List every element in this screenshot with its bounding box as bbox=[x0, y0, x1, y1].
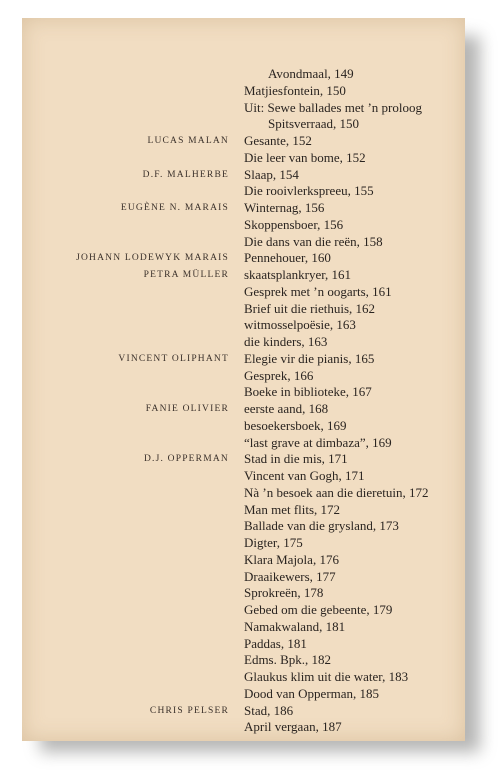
toc-entry bbox=[22, 317, 465, 334]
poem-title: skaatsplankryer, 161 bbox=[244, 267, 352, 282]
toc-entry bbox=[22, 133, 465, 150]
poem-title: Die rooivlerkspreeu, 155 bbox=[244, 183, 374, 199]
author-name: D.F. MALHERBE bbox=[142, 169, 229, 180]
toc-entry bbox=[22, 167, 465, 184]
toc-entry bbox=[22, 83, 465, 100]
poem-title: witmosselpoësie, 163 bbox=[244, 317, 356, 333]
author-name: FANIE OLIVIER bbox=[145, 404, 229, 414]
poem-title: Edms. Bpk., 182 bbox=[244, 652, 332, 668]
toc-entry bbox=[22, 602, 465, 619]
toc-entry bbox=[22, 66, 465, 83]
toc-entry bbox=[22, 669, 465, 686]
poem-title: Uit: Sewe ballades met ’n proloog bbox=[244, 99, 422, 115]
toc-entry bbox=[22, 468, 465, 485]
poem-title: Die dans van die reën, 158 bbox=[244, 233, 383, 249]
toc-entry bbox=[22, 351, 465, 368]
toc-entry bbox=[22, 451, 465, 468]
poem-title: Avondmaal, 149 bbox=[268, 66, 354, 81]
poem-title: Slaap, 154 bbox=[244, 166, 299, 182]
author-name: JOHANN LODEWYK MARAIS bbox=[76, 253, 229, 264]
poem-title: Sprokreën, 178 bbox=[244, 585, 324, 601]
poem-title: Gesprek, 166 bbox=[244, 367, 314, 383]
poem-title: Boeke in biblioteke, 167 bbox=[244, 384, 372, 400]
table-of-contents bbox=[22, 66, 465, 736]
poem-title: Stad in die mis, 171 bbox=[244, 451, 348, 467]
author-name: D.J. OPPERMAN bbox=[143, 454, 229, 465]
toc-entry bbox=[22, 334, 465, 351]
poem-title: Skoppensboer, 156 bbox=[244, 216, 344, 232]
toc-entry bbox=[22, 619, 465, 636]
book-page bbox=[22, 18, 465, 741]
poem-title: eerste aand, 168 bbox=[244, 401, 329, 416]
poem-title: Gesante, 152 bbox=[244, 133, 312, 148]
toc-entry bbox=[22, 183, 465, 200]
toc-entry bbox=[22, 485, 465, 502]
toc-entry bbox=[22, 234, 465, 251]
poem-title: Gesprek met ’n oogarts, 161 bbox=[244, 283, 392, 299]
author-name: VINCENT OLIPHANT bbox=[118, 353, 229, 364]
poem-title: Man met flits, 172 bbox=[244, 501, 341, 517]
poem-title: Vincent van Gogh, 171 bbox=[244, 468, 365, 483]
toc-entry bbox=[22, 200, 465, 217]
poem-title: Elegie vir die pianis, 165 bbox=[244, 350, 375, 366]
poem-title: Die leer van bome, 152 bbox=[244, 149, 366, 165]
poem-title: Draaikewers, 177 bbox=[244, 568, 336, 584]
toc-entry bbox=[22, 719, 465, 736]
toc-entry bbox=[22, 435, 465, 452]
toc-entry bbox=[22, 116, 465, 133]
poem-title: Digter, 175 bbox=[244, 535, 303, 550]
toc-entry bbox=[22, 652, 465, 669]
toc-entry bbox=[22, 502, 465, 519]
toc-entry bbox=[22, 535, 465, 552]
poem-title: Klara Majola, 176 bbox=[244, 551, 339, 567]
toc-entry bbox=[22, 150, 465, 167]
toc-entry bbox=[22, 368, 465, 385]
toc-entry bbox=[22, 284, 465, 301]
toc-entry bbox=[22, 636, 465, 653]
toc-entry bbox=[22, 250, 465, 267]
poem-title: Spitsverraad, 150 bbox=[268, 116, 359, 132]
author-name: PETRA MÜLLER bbox=[143, 270, 229, 280]
poem-title: April vergaan, 187 bbox=[244, 719, 342, 735]
poem-title: Stad, 186 bbox=[244, 702, 294, 718]
toc-entry bbox=[22, 217, 465, 234]
toc-entry bbox=[22, 267, 465, 284]
poem-title: Brief uit die riethuis, 162 bbox=[244, 300, 376, 316]
toc-entry bbox=[22, 569, 465, 586]
poem-title: “last grave at dimbaza”, 169 bbox=[244, 434, 392, 450]
author-name: EUGÈNE N. MARAIS bbox=[120, 203, 229, 213]
poem-title: Matjiesfontein, 150 bbox=[244, 82, 346, 98]
toc-entry bbox=[22, 686, 465, 703]
author-name: CHRIS PELSER bbox=[149, 705, 229, 716]
toc-entry bbox=[22, 585, 465, 602]
toc-entry bbox=[22, 401, 465, 418]
author-name: LUCAS MALAN bbox=[147, 136, 229, 146]
poem-title: Nà ’n besoek aan die dieretuin, 172 bbox=[244, 484, 429, 500]
poem-title: Namakwaland, 181 bbox=[244, 618, 346, 634]
toc-entry bbox=[22, 100, 465, 117]
toc-entry bbox=[22, 552, 465, 569]
poem-title: Dood van Opperman, 185 bbox=[244, 685, 380, 701]
toc-entry bbox=[22, 703, 465, 720]
toc-entry bbox=[22, 418, 465, 435]
toc-entry bbox=[22, 384, 465, 401]
poem-title: die kinders, 163 bbox=[244, 334, 328, 349]
poem-title: Pennehouer, 160 bbox=[244, 250, 331, 266]
toc-entry bbox=[22, 518, 465, 535]
toc-entry bbox=[22, 301, 465, 318]
poem-title: besoekersboek, 169 bbox=[244, 417, 347, 433]
poem-title: Glaukus klim uit die water, 183 bbox=[244, 669, 409, 684]
poem-title: Winternag, 156 bbox=[244, 200, 325, 215]
poem-title: Paddas, 181 bbox=[244, 635, 307, 651]
poem-title: Gebed om die gebeente, 179 bbox=[244, 602, 393, 617]
poem-title: Ballade van die grysland, 173 bbox=[244, 518, 399, 534]
